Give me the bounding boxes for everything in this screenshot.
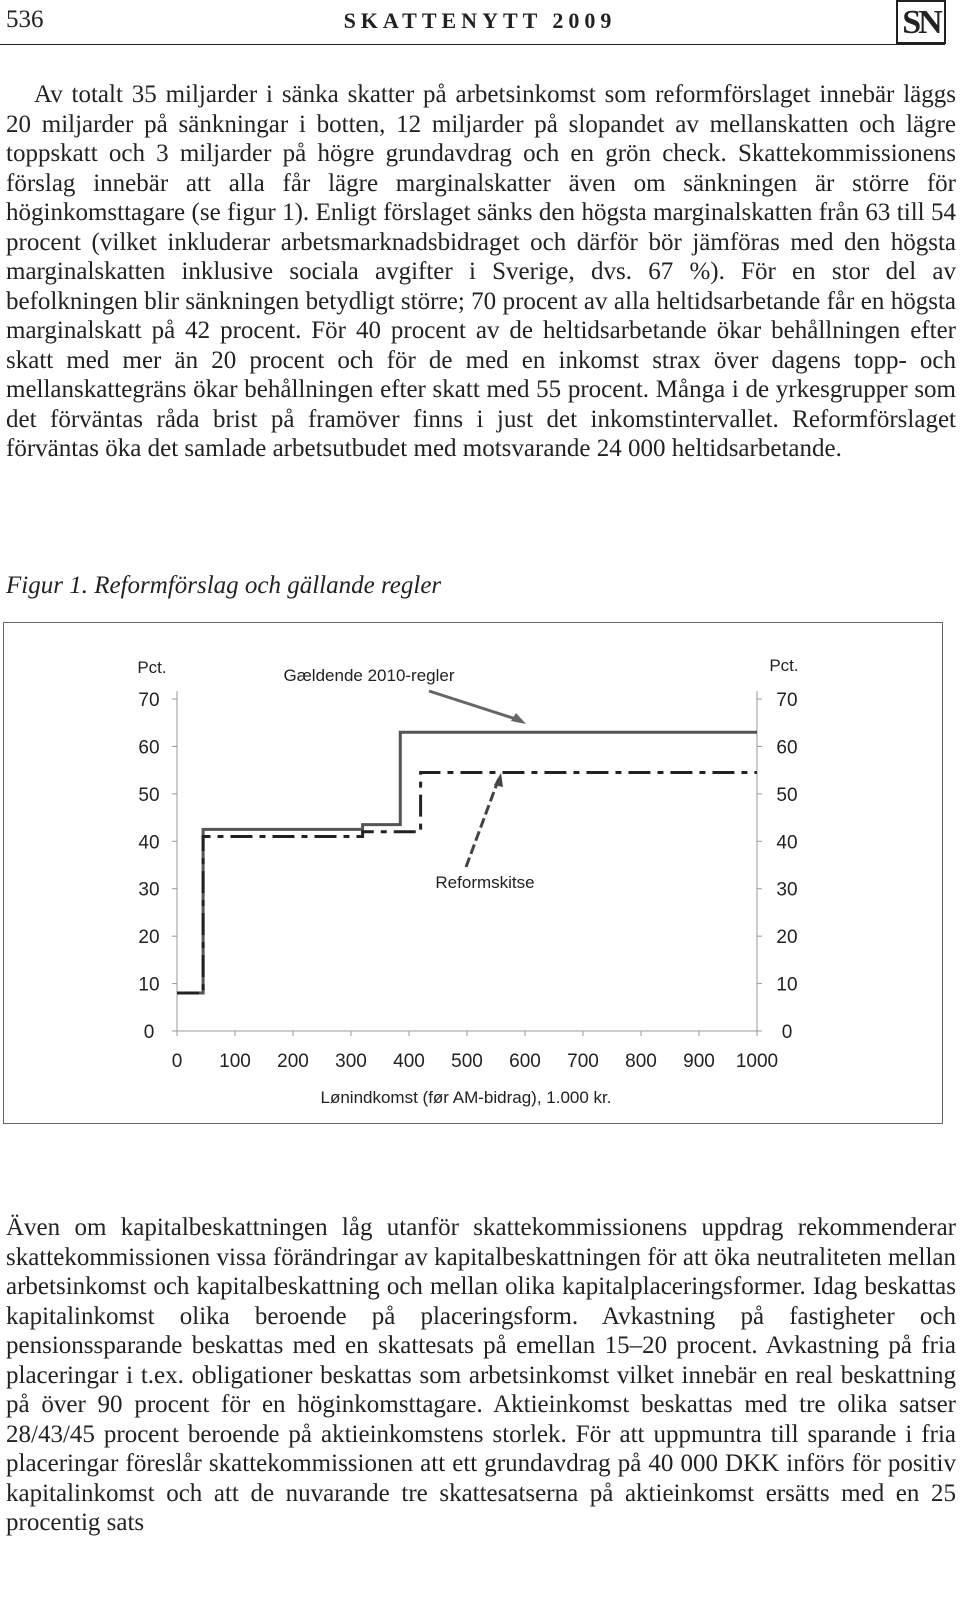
y-tick-label-left: 40: [138, 832, 160, 854]
body-paragraph-2: Även om kapitalbeskattningen låg utanför skattekommissionens uppdrag rekommenderar skattekommissionen vissa förändringar av kapitalbeskattningen för att öka neutraliteten mellan arbetsinkomst och kapitalbeskattning och mellan olika kapitalplaceringsformer. Idag beskattas kapitalinkomst olika beroende på placeringsform. Avkastning på fastigheter och pensionssparande beskattas med en skattesats på emellan 15–20 procent. Avkastning på fria placeringar i t.ex. obligationer beskattas som arbetsinkomst vilket innebär en real beskattning på över 90 procent för en höginkomsttagare. Aktieinkomst beskattas med tre olika satser 28/43/45 procent beroende på aktieinkomstens storlek. För att uppmuntra till sparande i fria placeringar föreslår skattekommissionen att ett grundavdrag på 40 000 DKK införs för positiv kapitalinkomst och att de nuvarande tre skattesatserna på aktieinkomst ersätts med en 25 procentig sats: [6, 1214, 956, 1536]
y-axis-label-left: Pct.: [137, 658, 167, 677]
y-tick-label-right: 20: [776, 927, 798, 949]
y-tick-label-left: 20: [138, 927, 160, 949]
y-tick-label-right: 30: [776, 879, 798, 901]
annotation-current-rules-arrowhead: [511, 713, 526, 724]
x-axis-label: Lønindkomst (før AM-bidrag), 1.000 kr.: [320, 1088, 612, 1107]
page-header: [0, 0, 960, 46]
x-tick-label: 0: [171, 1051, 183, 1072]
annotation-reform-arrowhead: [494, 773, 503, 787]
y-tick-label-right: 70: [776, 690, 798, 711]
x-tick-label: 200: [277, 1051, 309, 1072]
x-tick-label: 100: [219, 1051, 251, 1072]
y-tick-label-right: 60: [776, 737, 798, 759]
annotation-reform-label: Reformskitse: [435, 873, 535, 892]
annotation-reform-arrow: [466, 778, 499, 867]
x-tick-label: 1000: [735, 1051, 779, 1072]
y-tick-label-left: 70: [138, 690, 160, 711]
page-number: 536: [6, 6, 44, 33]
figure-caption: Figur 1. Reformförslag och gällande regler: [6, 572, 442, 599]
y-tick-label-right: 0: [781, 1022, 793, 1043]
y-tick-label-right: 10: [776, 974, 798, 996]
body-paragraph-1: Av totalt 35 miljarder i sänka skatter på arbetsinkomst som reformförslaget innebär läggs 20 miljarder på sänkningar i botten, 12 miljarder på slopandet av mellanskatten och lägre toppskatt och 3 miljarder på högre grundavdrag och en grön check. Skattekommissionens förslag innebär att alla får lägre marginalskatter även om sänkningen är större för höginkomsttagare (se figur 1). Enligt förslaget sänks den högsta marginalskatten från 63 till 54 procent (vilket inkluderar arbetsmarknadsbidraget och därför bör jämföras med den högsta marginalskatten inklusive sociala avgifter i Sverige, dvs. 67 %). För en stor del av befolkningen blir sänkningen betydligt större; 70 procent av alla heltidsarbetande får en högsta marginalskatt på 42 procent. För 40 procent av de heltidsarbetande ökar behållningen efter skatt med mer än 20 procent och för de med en inkomst strax över dagens topp- och mellanskattegräns ökar behållningen efter skatt med 55 procent. Många i de yrkesgrupper som det förväntas råda brist på framöver finns i just det inkomstintervallet. Reformförslaget förväntas öka det samlade arbetsutbudet med motsvarande 24 000 heltidsarbetande.: [6, 81, 956, 462]
y-tick-label-left: 60: [138, 737, 160, 759]
x-tick-label: 300: [335, 1051, 367, 1072]
y-tick-label-left: 0: [143, 1022, 155, 1043]
annotation-current-rules-label: Gældende 2010-regler: [283, 666, 455, 685]
figure-chart: [3, 622, 943, 1124]
x-tick-label: 800: [625, 1051, 657, 1072]
x-tick-label: 700: [567, 1051, 599, 1072]
y-tick-label-right: 40: [776, 832, 798, 854]
chart-svg: [4, 623, 942, 1123]
x-tick-label: 500: [451, 1051, 483, 1072]
x-tick-label: 400: [393, 1051, 425, 1072]
y-tick-label-left: 50: [138, 784, 160, 806]
annotation-current-rules-arrow: [429, 691, 522, 721]
header-rule: [0, 44, 945, 45]
x-tick-label: 900: [683, 1051, 715, 1072]
y-tick-label-left: 30: [138, 879, 160, 901]
y-tick-label-right: 50: [776, 784, 798, 806]
journal-title: SKATTENYTT 2009: [343, 8, 617, 33]
journal-logo: SN: [896, 0, 946, 44]
y-tick-label-left: 10: [138, 974, 160, 996]
x-tick-label: 600: [509, 1051, 541, 1072]
y-axis-label-right: Pct.: [769, 656, 799, 675]
